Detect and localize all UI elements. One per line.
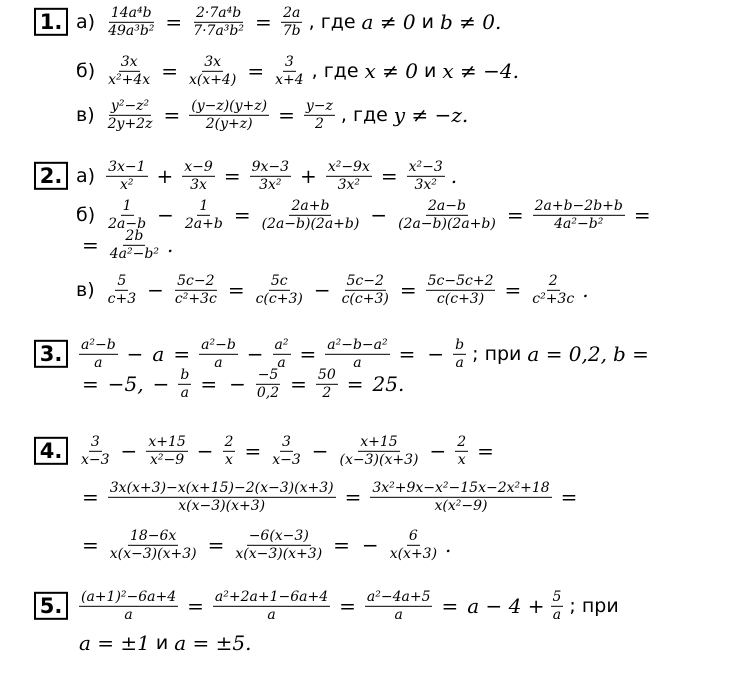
text-fragment: , где [308,10,356,33]
operator: = [244,439,262,463]
fraction [223,435,236,467]
fraction-numerator: 5c−5c+2 [427,272,494,289]
math-expression: a = 0,2, [527,342,607,366]
fraction [178,368,191,400]
equation-line [34,160,460,192]
fraction-numerator: x+15 [360,433,398,450]
fraction [326,160,372,192]
fraction-denominator: c²+3c [532,290,575,307]
fraction [254,274,305,306]
operator: − [152,372,170,396]
fraction-numerator: 9x−3 [251,158,290,175]
fraction-numerator: 3x−1 [108,158,146,175]
subpart-label: в) [76,278,95,301]
fraction [260,199,362,231]
operator: − [246,342,264,366]
fraction [213,590,330,622]
math-expression: b = [612,342,649,366]
operator: = [163,103,181,127]
operator: = [82,485,99,509]
fraction-denominator: 2a+b [184,215,223,232]
subpart-label: в) [76,103,95,126]
operator: = [200,372,218,396]
fraction-numerator: 2a+b−2b+b [534,197,623,214]
fraction-denominator: 4a²−b² [109,245,159,262]
problem-number-box: 4. [34,437,68,465]
fraction-denominator: x [457,451,466,468]
math-expression: . [450,164,458,188]
operator: = [165,10,183,34]
fraction-denominator: a [180,384,190,401]
fraction [453,338,466,370]
fraction-denominator: 49a³b² [108,22,155,39]
fraction-denominator: a [267,606,276,623]
fraction-numerator: 6 [408,527,418,544]
fraction-numerator: 1 [122,197,132,214]
fraction [106,274,138,306]
operator: = [173,342,191,366]
fraction-denominator: x² [120,176,134,193]
operator: = [346,372,364,396]
math-expression: y ≠ −z. [393,103,469,127]
text-fragment: и [421,10,435,33]
subpart-label: б) [76,59,96,82]
fraction-numerator: 2 [224,433,234,450]
fraction-denominator: 2a−b [108,215,147,232]
fraction-denominator: a [394,606,403,623]
problem-number-box: 3. [34,340,68,368]
operator: − [157,203,174,227]
fraction [79,338,118,370]
math-expression: a = ±5. [174,631,252,655]
fraction-denominator: x²−9 [149,451,185,468]
fraction-denominator: a [353,354,362,371]
fraction [106,99,155,131]
operator: = [207,533,225,557]
math-expression: x ≠ 0 [364,59,418,83]
fraction-denominator: x(x−3)(x+3) [178,497,266,514]
fraction-denominator: 3x [190,176,207,193]
fraction [340,274,391,306]
fraction-numerator: x+15 [148,433,186,450]
text-fragment: и [424,59,437,82]
fraction-numerator: 1 [199,197,209,214]
fraction-denominator: 4a²−b² [554,215,604,232]
fraction-denominator: x−3 [272,451,301,468]
fraction-numerator: 50 [317,366,336,383]
operator: − [229,372,246,396]
fraction-numerator: −6(x−3) [248,527,309,544]
fraction-numerator: b [180,366,190,383]
fraction [189,99,269,131]
math-expression: a − 4 + [467,594,545,618]
fraction-denominator: 2 [322,384,332,401]
operator: − [311,439,329,463]
fraction-numerator: a² [274,336,289,353]
fraction-numerator: 2a [283,4,301,21]
math-expression: b ≠ 0. [440,10,502,34]
equation-line [34,229,176,261]
fraction-denominator: x(x−3)(x+3) [109,545,197,562]
fraction-denominator: x+4 [275,71,304,88]
fraction [173,274,219,306]
fraction-numerator: 3x [120,53,138,70]
operator: = [82,533,99,557]
operator: − [370,203,388,227]
fraction [455,435,468,467]
fraction-numerator: 2b [125,227,144,244]
fraction-numerator: (a+1)²−6a+4 [81,588,177,605]
fraction-denominator: a [124,606,133,623]
fraction-numerator: 3 [284,53,294,70]
math-expression: −5, [107,372,144,396]
fraction-numerator: y−z [305,97,333,114]
operator: − [313,278,331,302]
operator: − [147,278,164,302]
fraction-denominator: x(x−3)(x+3) [235,545,323,562]
fraction [106,199,148,231]
fraction-numerator: −5 [257,366,279,383]
fraction-numerator: 3x²+9x−x²−15x−2x²+18 [372,479,550,496]
operator: − [361,533,379,557]
fraction-numerator: a²−b−a² [327,336,388,353]
fraction-numerator: 3 [282,433,291,450]
fraction-numerator: 2 [457,433,467,450]
fraction [365,590,433,622]
fraction-denominator: (x−3)(x+3) [339,451,419,468]
text-fragment: , где [340,103,388,126]
operator: − [196,439,214,463]
fraction-denominator: x [225,451,233,468]
math-expression: . [445,533,452,557]
operator: = [290,372,307,396]
subpart-label: б) [76,203,96,226]
fraction [338,435,421,467]
fraction [233,529,324,561]
operator: − [427,342,445,366]
fraction [370,481,551,513]
fraction [530,274,576,306]
fraction [273,338,291,370]
fraction [108,529,199,561]
equation-line [34,529,454,561]
fraction [273,55,306,87]
fraction-denominator: c(c+3) [255,290,303,307]
math-expression: . [166,233,174,257]
math-expression: a = ±1 [79,631,150,655]
fraction-numerator: 2·7a⁴b [196,4,242,21]
fraction-numerator: 3 [90,433,100,450]
fraction-denominator: 3x² [414,176,437,193]
fraction-denominator: a [552,606,562,623]
operator: = [344,485,362,509]
fraction-denominator: 2(y+z) [205,115,253,132]
text-fragment: и [155,631,169,654]
fraction-numerator: b [455,336,465,353]
operator: = [339,594,356,618]
operator: = [223,164,241,188]
equation-line [34,99,471,131]
operator: = [380,164,398,188]
fraction-numerator: 5 [117,272,127,289]
operator: = [560,485,578,509]
fraction [108,481,336,513]
fraction [396,199,498,231]
operator: = [506,203,524,227]
fraction [533,199,625,231]
operator: = [398,342,416,366]
fraction [183,199,225,231]
text-fragment: ; при [472,342,522,365]
fraction [106,160,147,192]
fraction [106,55,152,87]
fraction [79,435,112,467]
fraction-numerator: (y−z)(y+z) [191,97,268,114]
fraction-numerator: a²−4a+5 [366,588,431,605]
equation-line [34,6,504,38]
operator: = [278,103,295,127]
fraction-numerator: 2a+b [291,197,330,214]
operator: + [300,164,317,188]
operator: = [82,372,99,396]
math-expression: a [152,342,165,366]
fraction-denominator: 2y+2z [107,115,153,132]
math-expression: x ≠ −4. [442,59,519,83]
fraction-denominator: x(x+3) [389,545,438,562]
equation-line [34,590,622,622]
fraction-denominator: 0,2 [256,384,280,401]
equation-line [34,338,652,370]
fraction-denominator: a [277,354,286,371]
fraction [255,368,281,400]
fraction-numerator: a²+2a+1−6a+4 [214,588,329,605]
fraction [316,368,338,400]
fraction-numerator: 2a−b [427,197,466,214]
problem-number-box: 1. [34,8,68,36]
equation-line [34,481,583,513]
text-fragment: , где [311,59,359,82]
fraction-numerator: x²−9x [327,158,370,175]
operator: = [82,233,99,257]
fraction [79,590,178,622]
fraction [191,6,246,38]
fraction [199,338,238,370]
fraction-denominator: (2a−b)(2a+b) [398,215,496,232]
operator: = [161,59,178,83]
fraction [108,229,161,261]
fraction-denominator: c(c+3) [436,290,485,307]
equation-line [34,435,500,467]
fraction-numerator: 3x(x+3)−x(x+15)−2(x−3)(x+3) [109,479,334,496]
operator: − [429,439,447,463]
fraction-denominator: 7·7a³b² [193,22,244,39]
fraction-numerator: x−9 [184,158,213,175]
fraction-denominator: x(x+4) [188,71,237,88]
fraction-denominator: a [455,354,464,371]
operator: = [441,594,459,618]
operator: = [299,342,317,366]
fraction [187,55,238,87]
fraction-denominator: (2a−b)(2a+b) [261,215,360,232]
fraction [250,160,291,192]
operator: = [233,203,251,227]
fraction-numerator: 5c [270,272,288,289]
text-fragment: ; при [569,594,619,617]
operator: = [227,278,245,302]
fraction [182,160,215,192]
operator: = [247,59,265,83]
subpart-label: а) [76,164,96,187]
fraction [551,590,564,622]
problem-number-box: 2. [34,162,68,190]
fraction [281,6,303,38]
fraction [325,338,389,370]
fraction-numerator: a²−b [201,336,236,353]
fraction-denominator: 3x² [259,176,282,193]
math-expression: a ≠ 0 [361,10,416,34]
operator: + [156,164,174,188]
fraction-numerator: 14a⁴b [110,4,152,21]
subpart-label: а) [76,10,96,33]
operator: = [399,278,417,302]
fraction-denominator: 3x² [337,176,361,193]
fraction-numerator: 5 [552,588,562,605]
fraction [388,529,439,561]
fraction [304,99,335,131]
fraction-denominator: 2 [314,115,324,132]
operator: = [633,203,651,227]
fraction-numerator: 18−6x [129,527,177,544]
equation-line [34,274,592,306]
fraction-numerator: 2 [548,272,558,289]
fraction-numerator: a²−b [81,336,116,353]
fraction-numerator: y²−z² [110,97,150,114]
equation-line [34,199,657,231]
fraction [270,435,303,467]
operator: = [333,533,350,557]
fraction-numerator: 3x [204,53,222,70]
operator: = [255,10,272,34]
fraction-denominator: c(c+3) [341,290,389,307]
operator: = [477,439,494,463]
fraction-denominator: 7b [282,22,301,39]
equation-line [34,633,255,653]
fraction-denominator: c²+3c [174,290,217,307]
fraction-numerator: x²−3 [408,158,443,175]
fraction-denominator: a [214,354,223,371]
equation-line [34,55,522,87]
fraction-denominator: c+3 [107,290,137,307]
equation-line [34,368,407,400]
fraction-numerator: 5c−2 [177,272,215,289]
operator: − [120,439,138,463]
operator: = [187,594,204,618]
operator: − [126,342,144,366]
fraction [426,274,496,306]
operator: = [504,278,522,302]
math-expression: . [582,278,589,302]
fraction [407,160,445,192]
fraction-denominator: a [94,354,103,371]
fraction [146,435,187,467]
problem-number-box: 5. [34,592,68,620]
math-expression: 25. [372,372,405,396]
fraction [106,6,156,38]
fraction-denominator: x(x²−9) [434,497,488,514]
fraction-denominator: x²+4x [108,71,151,88]
fraction-denominator: x−3 [81,451,110,468]
fraction-numerator: 5c−2 [346,272,384,289]
